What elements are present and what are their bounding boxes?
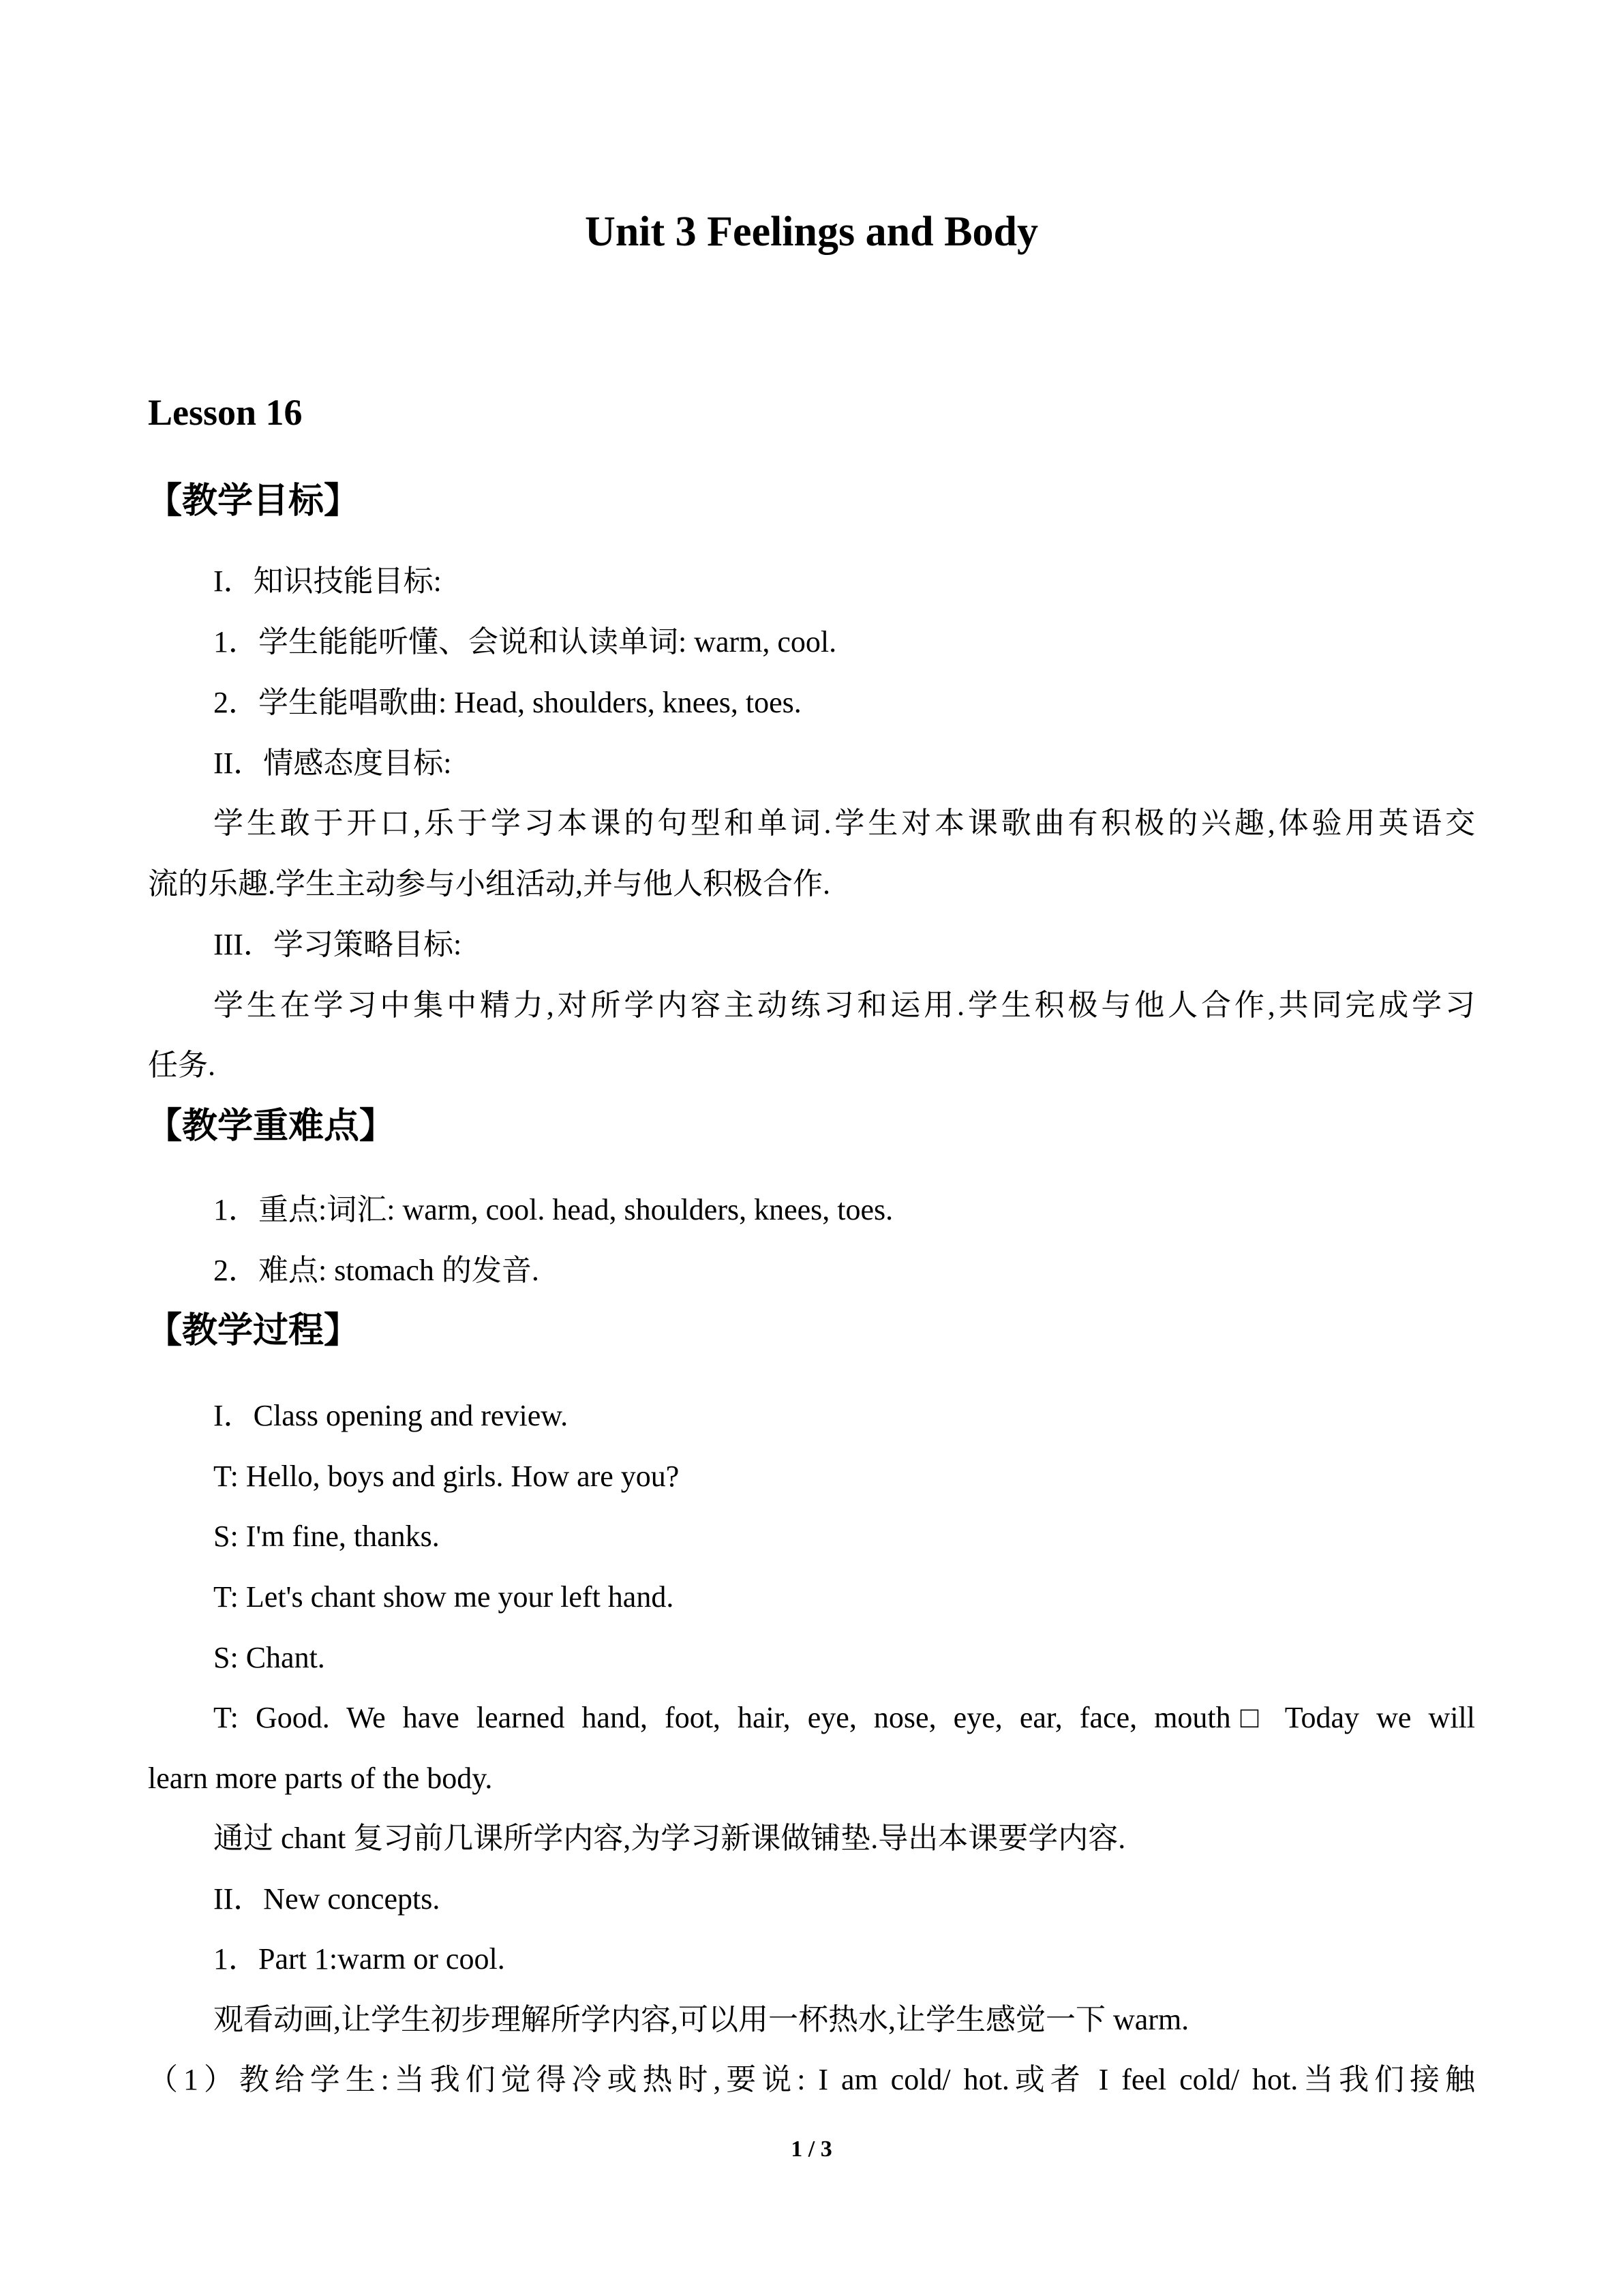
paragraph-line: （1）教给学生:当我们觉得冷或热时,要说: I am cold/ hot.或者 I feel cold/ hot.当我们接触 bbox=[148, 2063, 1475, 2096]
paragraph-line: 2．学生能唱歌曲: Head, shoulders, knees, toes. bbox=[213, 686, 802, 719]
paragraph-line: T: Hello, boys and girls. How are you? bbox=[213, 1460, 680, 1493]
paragraph-line: S: Chant. bbox=[213, 1641, 325, 1674]
paragraph-line: I．知识技能目标: bbox=[213, 564, 442, 598]
section-heading-process: 【教学过程】 bbox=[147, 1310, 360, 1351]
paragraph-line: 观看动画,让学生初步理解所学内容,可以用一杯热水,让学生感觉一下 warm. bbox=[213, 2003, 1189, 2036]
page-number: 1 / 3 bbox=[791, 2136, 832, 2162]
paragraph-line: 学生在学习中集中精力,对所学内容主动练习和运用.学生积极与他人合作,共同完成学习 bbox=[213, 988, 1475, 1022]
paragraph-line: 学生敢于开口,乐于学习本课的句型和单词.学生对本课歌曲有积极的兴趣,体验用英语交 bbox=[213, 806, 1475, 840]
paragraph-line: T: Let's chant show me your left hand. bbox=[213, 1580, 674, 1614]
lesson-heading: Lesson 16 bbox=[148, 392, 303, 433]
paragraph-line: 1．学生能能听懂、会说和认读单词: warm, cool. bbox=[213, 625, 837, 659]
paragraph-line: 任务. bbox=[148, 1048, 215, 1082]
page-title: Unit 3 Feelings and Body bbox=[585, 209, 1038, 255]
paragraph-line: S: I'm fine, thanks. bbox=[213, 1520, 440, 1553]
paragraph-line: learn more parts of the body. bbox=[148, 1762, 493, 1795]
paragraph-line: 1．Part 1:warm or cool. bbox=[213, 1942, 505, 1976]
section-heading-key-points: 【教学重难点】 bbox=[147, 1106, 395, 1147]
paragraph-line: 2．难点: stomach 的发音. bbox=[213, 1254, 539, 1287]
paragraph-line: 1．重点:词汇: warm, cool. head, shoulders, knees, toes. bbox=[213, 1193, 894, 1226]
paragraph-line: 流的乐趣.学生主动参与小组活动,并与他人积极合作. bbox=[148, 867, 830, 901]
paragraph-line: I．Class opening and review. bbox=[213, 1399, 568, 1432]
paragraph-line: III．学习策略目标: bbox=[213, 928, 462, 961]
paragraph-line: II．New concepts. bbox=[213, 1882, 440, 1916]
section-heading-objectives: 【教学目标】 bbox=[147, 481, 360, 522]
paragraph-line: II．情感态度目标: bbox=[213, 746, 452, 780]
paragraph-line: 通过 chant 复习前几课所学内容,为学习新课做铺垫.导出本课要学内容. bbox=[213, 1822, 1126, 1855]
paragraph-line: T: Good. We have learned hand, foot, hair, eye, nose, eye, ear, face, mouth□ Today we will bbox=[213, 1701, 1475, 1734]
